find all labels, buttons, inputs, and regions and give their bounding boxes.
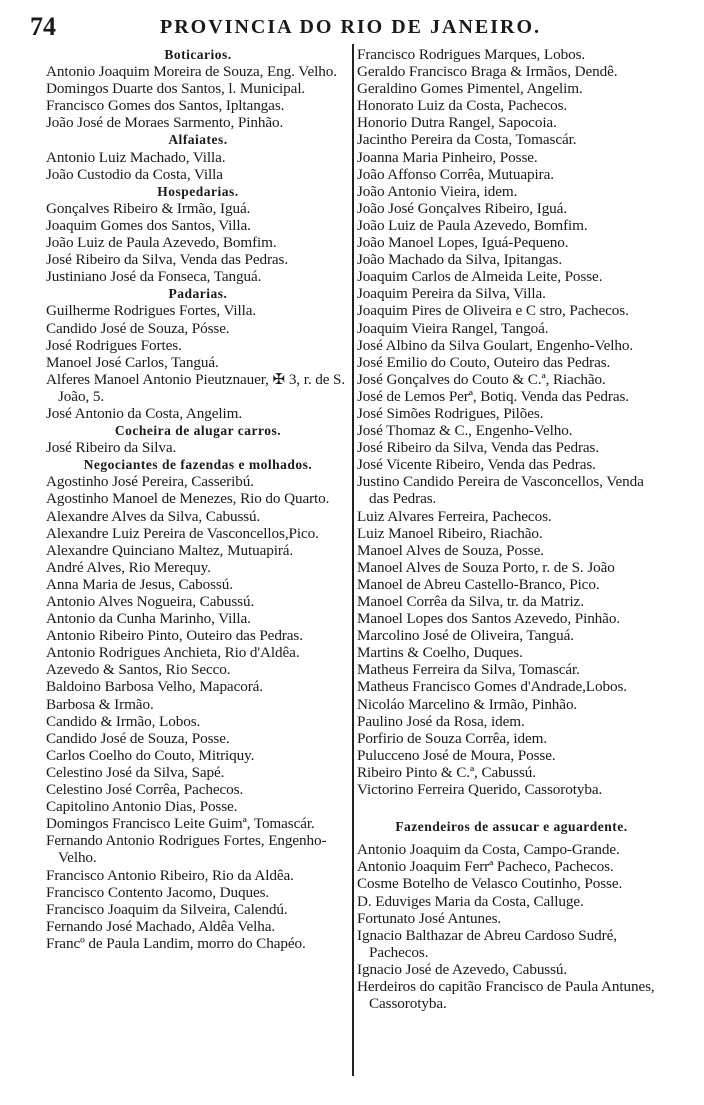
list-item: João Machado da Silva, Ipitangas.	[357, 251, 563, 269]
list-item: João Antonio Vieira, idem.	[357, 182, 518, 200]
list-item: João Affonso Corrêa, Mutuapira.	[357, 165, 554, 183]
list-alfaiates	[46, 149, 350, 183]
list-padarias	[46, 302, 350, 422]
list-item: Ribeiro Pinto & C.ª, Cabussú.	[357, 763, 536, 781]
list-item: Barbosa & Irmão.	[46, 695, 154, 713]
list-item: Antonio Alves Nogueira, Cabussú.	[46, 593, 255, 610]
list-item: Matheus Ferreira da Silva, Tomascár.	[357, 661, 580, 679]
list-item: Fernando Antonio Rodrigues Fortes, Engenho-Velho.	[46, 832, 327, 867]
list-item: José Rodrigues Fortes.	[46, 336, 182, 354]
list-fazendeiros	[357, 841, 666, 1012]
list-item: José Emilio do Couto, Outeiro das Pedras.	[357, 353, 611, 371]
list-item: Manoel Alves de Souza, Posse.	[357, 541, 544, 559]
list-item: Honorato Luiz da Costa, Pachecos.	[357, 97, 568, 115]
list-item: Manoel Corrêa da Silva, tr. da Matriz.	[357, 593, 584, 610]
list-item: Pulucceno José de Moura, Posse.	[357, 746, 556, 764]
list-boticarios	[46, 63, 350, 131]
list-item: José Ribeiro da Silva, Venda das Pedras.	[46, 251, 289, 269]
list-item: José Simões Rodrigues, Pilões.	[357, 404, 544, 422]
list-item: Azevedo & Santos, Rio Secco.	[46, 661, 231, 679]
list-item: Guilherme Rodrigues Fortes, Villa.	[46, 302, 257, 320]
list-item: Celestino José Corrêa, Pachecos.	[46, 781, 244, 799]
list-item: Joaquim Carlos de Almeida Leite, Posse.	[357, 268, 603, 286]
list-item: Antonio Joaquim da Costa, Campo-Grande.	[357, 841, 620, 859]
list-item: Cosme Botelho de Velasco Coutinho, Posse.	[357, 875, 623, 893]
running-title: PROVINCIA DO RIO DE JANEIRO.	[160, 16, 542, 38]
list-item: Alexandre Alves da Silva, Cabussú.	[46, 507, 261, 525]
list-item: José Albino da Silva Goulart, Engenho-Velho.	[357, 336, 634, 354]
list-item: Joaquim Vieira Rangel, Tangoá.	[357, 319, 549, 337]
list-item: Domingos Duarte dos Santos, l. Municipal.	[46, 80, 306, 98]
list-item: João Luiz de Paula Azevedo, Bomfim.	[357, 216, 588, 234]
list-item: Justino Candido Pereira de Vasconcellos, Venda das Pedras.	[357, 473, 644, 508]
list-item: Matheus Francisco Gomes d'Andrade,Lobos.	[357, 678, 627, 696]
list-item: Antonio Luiz Machado, Villa.	[46, 148, 226, 166]
section-heading-boticarios: Boticarios.	[164, 47, 232, 62]
list-item: Francisco Antonio Ribeiro, Rio da Aldêa.	[46, 866, 294, 884]
list-item: Baldoino Barbosa Velho, Mapacorá.	[46, 678, 264, 696]
list-item: Justiniano José da Fonseca, Tanguá.	[46, 268, 262, 286]
section-heading-alfaiates: Alfaiates.	[168, 132, 228, 148]
section-heading-negociantes: Negociantes de fazendas e molhados.	[83, 457, 313, 473]
list-item: Francisco Contento Jacomo, Duques.	[46, 883, 270, 901]
section-heading-fazendeiros: Fazendeiros de assucar e aguardente.	[395, 819, 628, 835]
list-item: Honorio Dutra Rangel, Sapocoia.	[357, 114, 557, 132]
list-item: Victorino Ferreira Querido, Cassorotyba.	[357, 781, 603, 799]
list-item: João José Gonçalves Ribeiro, Iguá.	[357, 199, 568, 217]
list-item: Joanna Maria Pinheiro, Posse.	[357, 148, 538, 166]
list-item: Antonio da Cunha Marinho, Villa.	[46, 610, 251, 628]
list-item: Candido José de Souza, Pósse.	[46, 319, 230, 337]
list-item: Manoel José Carlos, Tanguá.	[46, 353, 219, 371]
list-item: Francº de Paula Landim, morro do Chapéo.	[46, 934, 306, 952]
list-item: Candido José de Souza, Posse.	[46, 729, 230, 747]
column-divider	[352, 44, 354, 1076]
list-item: João Custodio da Costa, Villa	[46, 165, 223, 183]
list-item: Alexandre Luiz Pereira de Vasconcellos,Pico.	[46, 524, 319, 542]
list-item: João José de Moraes Sarmento, Pinhão.	[46, 114, 284, 132]
list-negociantes	[46, 473, 350, 952]
list-item: Ignacio Balthazar de Abreu Cardoso Sudré, Pachecos.	[357, 926, 617, 961]
list-item: José Ribeiro da Silva, Venda das Pedras.	[357, 439, 600, 457]
list-item: José Antonio da Costa, Angelim.	[46, 404, 243, 422]
list-item: D. Eduviges Maria da Costa, Calluge.	[357, 892, 584, 910]
list-item: Antonio Joaquim Ferrª Pacheco, Pachecos.	[357, 858, 614, 876]
list-item: Anna Maria de Jesus, Cabossú.	[46, 575, 233, 593]
list-item: Domingos Francisco Leite Guimª, Tomascár.	[46, 815, 315, 833]
section-heading-hospedarias: Hospedarias.	[157, 183, 239, 199]
list-item: José Gonçalves do Couto & C.ª, Riachão.	[357, 370, 606, 388]
list-item: Fernando José Machado, Aldêa Velha.	[46, 917, 276, 935]
list-item: Porfirio de Souza Corrêa, idem.	[357, 729, 548, 747]
list-item: João Luiz de Paula Azevedo, Bomfim.	[46, 234, 277, 252]
list-cocheira	[46, 439, 350, 456]
list-item: Capitolino Antonio Dias, Posse.	[46, 798, 238, 816]
list-item: Marcolino José de Oliveira, Tanguá.	[357, 627, 574, 645]
list-item: Martins & Coelho, Duques.	[357, 644, 523, 662]
list-item: Geraldo Francisco Braga & Irmãos, Dendê.	[357, 63, 618, 81]
list-item: Gonçalves Ribeiro & Irmão, Iguá.	[46, 199, 251, 217]
list-item: Antonio Rodrigues Anchieta, Rio d'Aldêa.	[46, 644, 300, 662]
list-item: Geraldino Gomes Pimentel, Angelim.	[357, 80, 583, 98]
list-item: Manoel Lopes dos Santos Azevedo, Pinhão.	[357, 610, 621, 628]
list-item: Luiz Manoel Ribeiro, Riachão.	[357, 524, 543, 542]
list-item: Francisco Rodrigues Marques, Lobos.	[357, 46, 586, 63]
list-item: Alferes Manoel Antonio Pieutznauer, ✠ 3, r. de S. João, 5.	[46, 370, 346, 405]
list-item: Luiz Alvares Ferreira, Pachecos.	[357, 507, 552, 525]
list-item: Ignacio José de Azevedo, Cabussú.	[357, 960, 568, 978]
list-item: Francisco Gomes dos Santos, Ipltangas.	[46, 97, 285, 115]
list-item: Paulino José da Rosa, idem.	[357, 712, 525, 730]
list-item: Joaquim Gomes dos Santos, Villa.	[46, 216, 251, 234]
list-item: Francisco Joaquim da Silveira, Calendú.	[46, 900, 288, 918]
list-item: Antonio Ribeiro Pinto, Outeiro das Pedras.	[46, 627, 303, 645]
left-column	[46, 46, 350, 952]
list-item: Herdeiros do capitão Francisco de Paula Antunes, Cassorotyba.	[357, 977, 655, 1013]
list-item: Joaquim Pereira da Silva, Villa.	[357, 285, 546, 303]
list-item: José Vicente Ribeiro, Venda das Pedras.	[357, 456, 596, 474]
list-item: João Manoel Lopes, Iguá-Pequeno.	[357, 234, 569, 252]
list-item: Candido & Irmão, Lobos.	[46, 712, 201, 730]
section-heading-padarias: Padarias.	[168, 286, 228, 302]
list-hospedarias	[46, 200, 350, 285]
page-number: 74	[30, 12, 56, 41]
list-item: José Ribeiro da Silva.	[46, 439, 177, 457]
list-item: Fortunato José Antunes.	[357, 909, 502, 927]
list-item: Agostinho Manoel de Menezes, Rio do Quarto.	[46, 490, 330, 508]
list-negociantes-continued	[357, 46, 666, 798]
right-column	[357, 46, 666, 1012]
list-item: Celestino José da Silva, Sapé.	[46, 763, 225, 781]
list-item: Manoel de Abreu Castello-Branco, Pico.	[357, 575, 600, 593]
list-item: André Alves, Rio Merequy.	[46, 558, 211, 576]
list-item: Manoel Alves de Souza Porto, r. de S. João	[357, 558, 615, 576]
list-item: José Thomaz & C., Engenho-Velho.	[357, 422, 573, 440]
list-item: Antonio Joaquim Moreira de Souza, Eng. Velho.	[46, 63, 337, 81]
list-item: Joaquim Pires de Oliveira e C stro, Pachecos.	[357, 302, 629, 320]
list-item: Agostinho José Pereira, Casseribú.	[46, 473, 254, 491]
section-heading-cocheira: Cocheira de alugar carros.	[114, 423, 282, 439]
list-item: Alexandre Quinciano Maltez, Mutuapirá.	[46, 541, 294, 559]
list-item: Jacintho Pereira da Costa, Tomascár.	[357, 131, 577, 149]
list-item: Carlos Coelho do Couto, Mitriquy.	[46, 746, 255, 764]
list-item: José de Lemos Perª, Botiq. Venda das Pedras.	[357, 387, 629, 405]
page-header	[0, 10, 704, 44]
list-item: Nicoláo Marcelino & Irmão, Pinhão.	[357, 695, 578, 713]
